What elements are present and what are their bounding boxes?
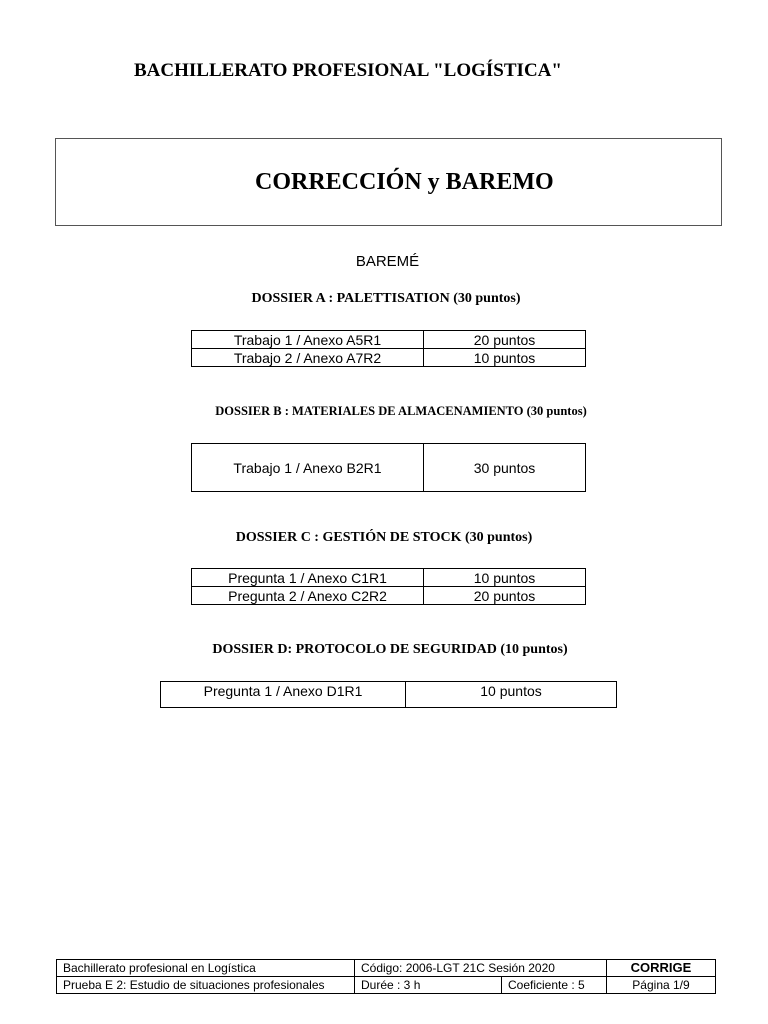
- points-cell: 10 puntos: [406, 682, 617, 708]
- footer-exam: Prueba E 2: Estudio de situaciones profesionales: [57, 977, 355, 994]
- points-cell: 10 puntos: [424, 349, 586, 367]
- title-box: [55, 138, 722, 226]
- footer-code: Código: 2006-LGT 21C Sesión 2020: [355, 960, 607, 977]
- dossier-a-table: [191, 330, 586, 367]
- document-title: BACHILLERATO PROFESIONAL "LOGÍSTICA": [134, 60, 562, 81]
- box-title: CORRECCIÓN y BAREMO: [255, 169, 554, 195]
- table-row: [161, 682, 617, 708]
- dossier-c-title: DOSSIER C : GESTIÓN DE STOCK (30 puntos): [235, 530, 533, 545]
- task-cell: Pregunta 1 / Anexo D1R1: [161, 682, 406, 708]
- task-cell: Pregunta 1 / Anexo C1R1: [192, 569, 424, 587]
- task-cell: Trabajo 2 / Anexo A7R2: [192, 349, 424, 367]
- footer-corrige-label: CORRIGE: [607, 960, 716, 977]
- footer-course: Bachillerato profesional en Logística: [57, 960, 355, 977]
- subtitle: BAREMÉ: [355, 253, 420, 270]
- points-cell: 20 puntos: [424, 331, 586, 349]
- table-row: [192, 331, 586, 349]
- task-cell: Trabajo 1 / Anexo B2R1: [192, 444, 424, 492]
- dossier-b-table: [191, 443, 586, 492]
- table-row: [192, 569, 586, 587]
- footer-coefficient: Coeficiente : 5: [502, 977, 607, 994]
- task-cell: Pregunta 2 / Anexo C2R2: [192, 587, 424, 605]
- footer-table: [56, 959, 716, 994]
- task-cell: Trabajo 1 / Anexo A5R1: [192, 331, 424, 349]
- dossier-d-title: DOSSIER D: PROTOCOLO DE SEGURIDAD (10 puntos): [212, 642, 568, 657]
- dossier-b-title: DOSSIER B : MATERIALES DE ALMACENAMIENTO (30 puntos): [215, 404, 587, 418]
- table-row: [57, 977, 716, 994]
- footer-page: Página 1/9: [607, 977, 716, 994]
- table-row: [192, 587, 586, 605]
- table-row: [192, 349, 586, 367]
- footer-duration: Durée : 3 h: [355, 977, 502, 994]
- dossier-a-title: DOSSIER A : PALETTISATION (30 puntos): [251, 291, 521, 306]
- points-cell: 30 puntos: [424, 444, 586, 492]
- points-cell: 10 puntos: [424, 569, 586, 587]
- dossier-d-table: [160, 681, 617, 708]
- table-row: [192, 444, 586, 492]
- points-cell: 20 puntos: [424, 587, 586, 605]
- dossier-c-table: [191, 568, 586, 605]
- table-row: [57, 960, 716, 977]
